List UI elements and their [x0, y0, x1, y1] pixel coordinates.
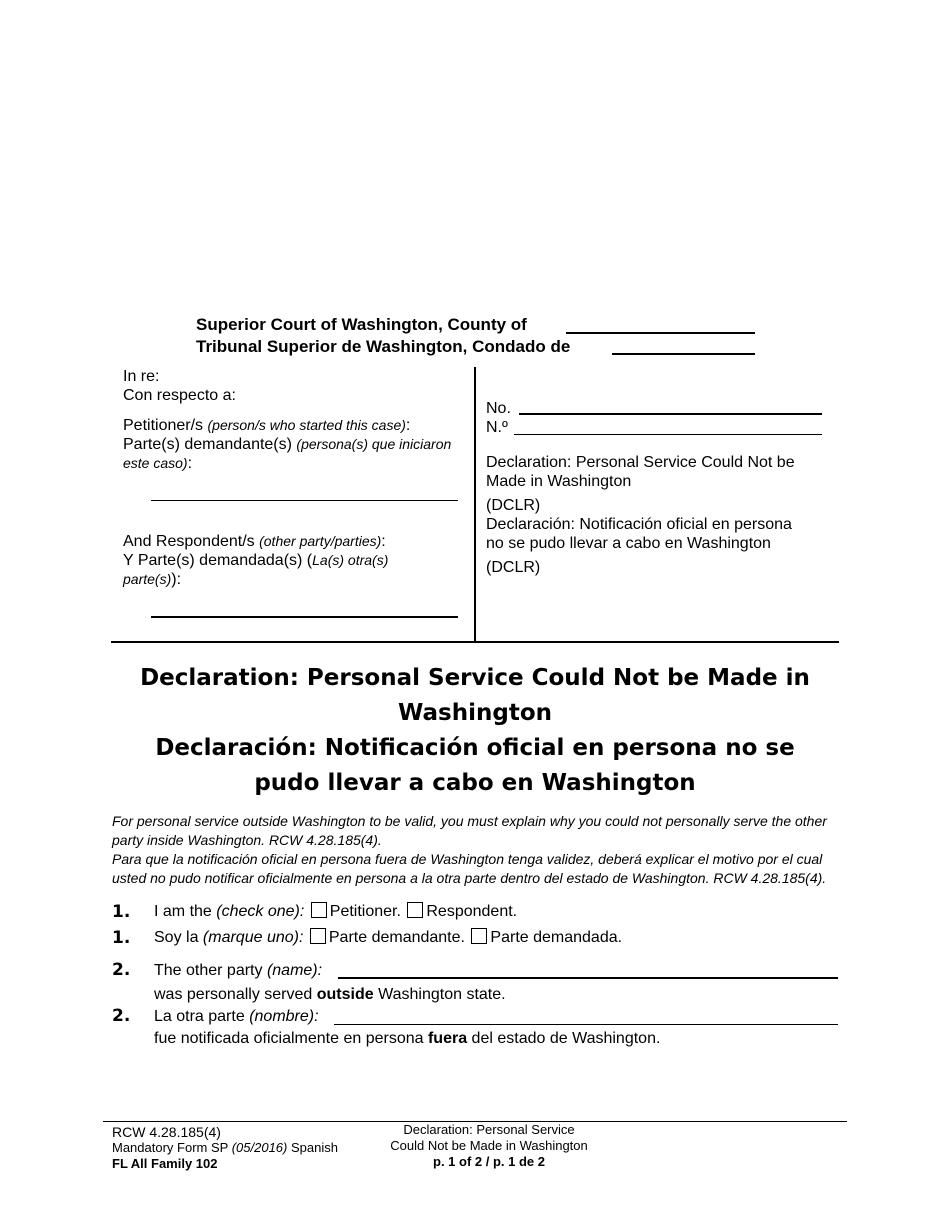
petitioner-block [123, 416, 473, 473]
item-2-en [154, 960, 506, 1006]
caption-doc-title [486, 453, 831, 577]
item-2-es-hint: (nombre): [249, 1008, 319, 1025]
footer-center [359, 1122, 619, 1170]
title-en-2: Washington [397, 700, 553, 726]
footer-language: Spanish [291, 1140, 338, 1155]
footer-title-2: Could Not be Made in Washington [390, 1138, 588, 1153]
item-2-en-text: The other party [154, 962, 263, 979]
parte-demandante-checkbox[interactable] [310, 928, 326, 944]
petitioner-hint: (person/s who started this case) [207, 417, 406, 433]
case-number-field[interactable] [519, 413, 822, 415]
footer-rcw: RCW 4.28.185(4) [112, 1124, 221, 1140]
instr-es-2: usted no pudo notificar oficialmente en persona a la otra parte dentro del estado de Washington. RCW 4.28.185(4). [112, 870, 827, 886]
instr-es-1: Para que la notificación oficial en persona fuera de Washington tenga validez, deberá explicar el motivo por el cual [112, 851, 823, 867]
item-2-en-hint: (name): [266, 962, 323, 979]
item-2-es-served: fue notificada oficialmente en persona [154, 1030, 424, 1047]
decl-en-line-1: Declaration: Personal Service Could Not be [486, 454, 795, 471]
other-party-name-field[interactable] [338, 977, 838, 979]
form-title [90, 661, 860, 801]
title-es-2: pudo llevar a cabo en Washington [254, 770, 696, 796]
in-re-label: In re: [123, 368, 160, 385]
caption-bottom-rule [111, 641, 839, 643]
title-en-1: Declaration: Personal Service Could Not be Made in [140, 665, 810, 691]
demandada-hint-2: parte(s) [123, 571, 172, 587]
demandada-hint-1: La(s) otra(s) [312, 552, 389, 568]
demandada-close: ): [171, 571, 182, 588]
footer-form-id: FL All Family 102 [112, 1156, 218, 1171]
decl-es-line-2: no se pudo llevar a cabo en Washington [486, 535, 771, 552]
item-2-es-fuera: fuera [427, 1030, 468, 1047]
petitioner-colon: : [405, 417, 411, 434]
petitioner-name-field[interactable] [151, 500, 458, 501]
item-1-en [154, 901, 517, 923]
item-1-number-es: 1. [112, 928, 131, 948]
decl-en-line-2: Made in Washington [486, 473, 632, 490]
dclr-code-2: (DCLR) [486, 559, 541, 576]
demandada-paren: ( [306, 552, 313, 569]
petitioner-label: Petitioner/s [123, 417, 204, 434]
respondent-name-field[interactable] [151, 616, 458, 618]
case-number-label-es: N.º [486, 419, 508, 436]
item-1-es-hint: (marque uno): [202, 929, 304, 946]
parte-demandada-checkbox[interactable] [471, 928, 487, 944]
otra-parte-name-field[interactable] [334, 1024, 838, 1025]
parte-demandada-option: Parte demandada. [490, 929, 623, 946]
parte-demandante-colon: : [187, 455, 193, 472]
respondent-colon: : [381, 533, 386, 550]
page-number: p. 1 of 2 / p. 1 de 2 [433, 1154, 545, 1169]
title-es-1: Declaración: Notificación oficial en persona no se [155, 735, 795, 761]
item-1-number: 1. [112, 902, 131, 922]
footer-title-1: Declaration: Personal Service [403, 1122, 575, 1137]
respondent-option: Respondent. [426, 903, 518, 920]
item-2-en-state: Washington state. [378, 986, 506, 1003]
item-2-es-state: del estado de Washington. [471, 1030, 661, 1047]
respondent-hint: (other party/parties) [259, 533, 382, 549]
parte-demandante-option: Parte demandante. [328, 929, 465, 946]
item-2-number-es: 2. [112, 1006, 131, 1026]
petitioner-option: Petitioner. [329, 903, 401, 920]
case-number-field-es[interactable] [514, 434, 822, 435]
petitioner-checkbox[interactable] [311, 902, 327, 918]
caption-left [123, 367, 468, 405]
parte-demandante-label: Parte(s) demandante(s) [123, 436, 292, 453]
item-1-es [154, 927, 622, 949]
parte-demandante-hint-1: (persona(s) que iniciaron [296, 436, 452, 452]
respondent-checkbox[interactable] [407, 902, 423, 918]
court-header-en [196, 314, 527, 336]
item-1-en-text: I am the [154, 903, 212, 920]
respondent-block [123, 532, 473, 589]
court-line-en: Superior Court of Washington, County of [196, 315, 527, 334]
item-2-number: 2. [112, 960, 131, 980]
caption-divider [474, 367, 476, 643]
instr-en-2: party inside Washington. RCW 4.28.185(4). [112, 832, 382, 848]
instructions [112, 812, 852, 888]
court-header-es [196, 336, 570, 358]
item-1-en-hint: (check one): [216, 903, 305, 920]
item-2-en-outside: outside [316, 986, 374, 1003]
demandada-label: Y Parte(s) demandada(s) [123, 552, 303, 569]
item-2-es [154, 1006, 660, 1050]
county-field-en[interactable] [566, 332, 755, 334]
respondent-label: And Respondent/s [123, 533, 255, 550]
dclr-code-1: (DCLR) [486, 497, 541, 514]
county-field-es[interactable] [612, 353, 755, 355]
case-number-label: No. [486, 400, 511, 417]
decl-es-line-1: Declaración: Notificación oficial en persona [486, 516, 792, 533]
item-1-es-text: Soy la [154, 929, 199, 946]
footer-left [112, 1124, 338, 1172]
footer-mandatory: Mandatory Form SP [112, 1140, 229, 1155]
footer-form-date: (05/2016) [231, 1140, 288, 1155]
item-2-es-text: La otra parte [154, 1008, 245, 1025]
con-respecto-label: Con respecto a: [123, 387, 236, 404]
item-2-en-served: was personally served [154, 986, 313, 1003]
parte-demandante-hint-2: este caso) [123, 455, 188, 471]
instr-en-1: For personal service outside Washington to be valid, you must explain why you could not personally serve the other [112, 813, 827, 829]
court-line-es: Tribunal Superior de Washington, Condado de [196, 337, 571, 356]
